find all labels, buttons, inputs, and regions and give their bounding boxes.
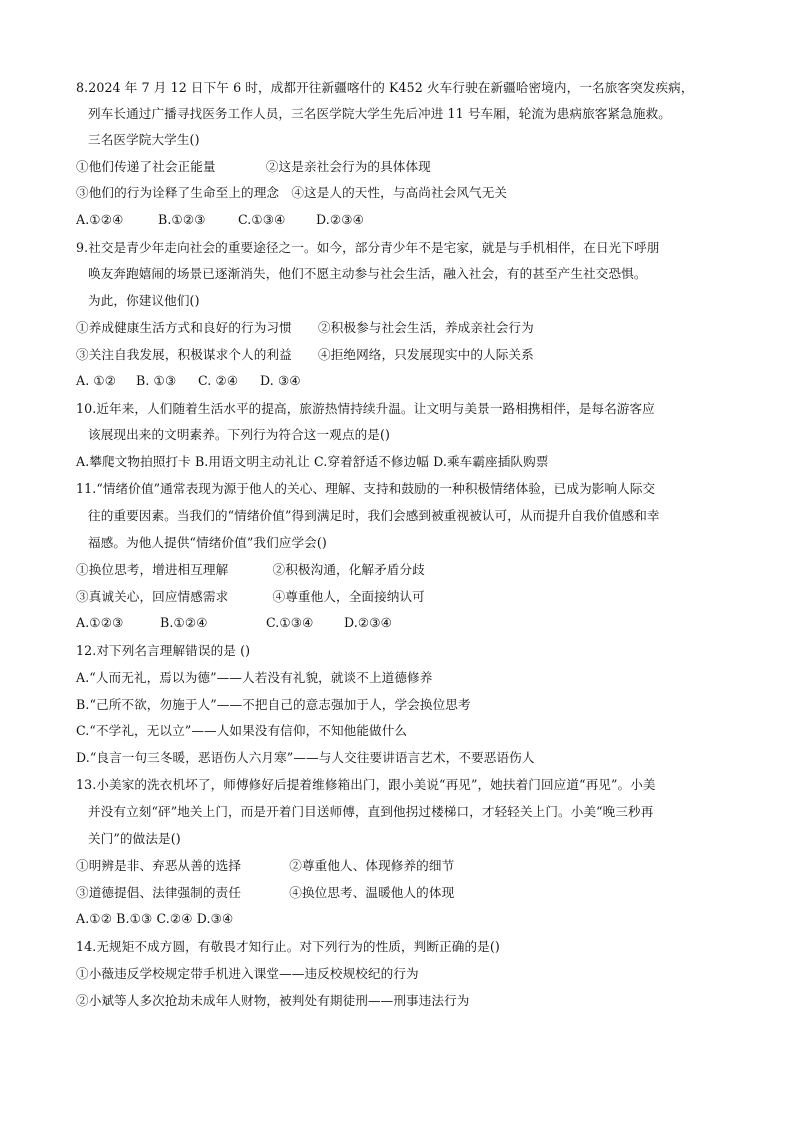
q8-item-3: ③他们的行为诠释了生命至上的理念 — [76, 185, 280, 200]
q11-stem-line-1: 11.“情绪价值”通常表现为源于他人的关心、理解、支持和鼓励的一种积极情绪体验，已成为影响人际交 — [76, 481, 656, 496]
q13-stem-line-1: 13.小美家的洗衣机坏了，师傅修好后提着维修箱出门，跟小美说“再见”，她扶着门回应道“再见”。小美 — [76, 777, 656, 792]
q12-choice-d[interactable]: D.“良言一句三冬暖，恶语伤人六月寒”——与人交往要讲语言艺术，不要恶语伤人 — [76, 750, 535, 765]
q8-option-b[interactable]: B.①②③ — [158, 212, 206, 227]
q14-stem: 14.无规矩不成方圆，有敬畏才知行止。对下列行为的性质，判断正确的是() — [76, 939, 500, 954]
q11-stem-line-3: 福感。为他人提供“情绪价值”我们应学会() — [88, 535, 327, 550]
q13-items-row-2 — [76, 885, 736, 901]
q14-choice-1: ①小薇违反学校规定带手机进入课堂——违反校规校纪的行为 — [76, 966, 419, 981]
q11-items-row-2 — [76, 589, 736, 605]
q12-stem: 12.对下列名言理解错误的是 () — [76, 643, 251, 658]
q13-item-3: ③道德提倡、法律强制的责任 — [76, 885, 242, 900]
q8-stem-line-1: 8.2024 年 7 月 12 日下午 6 时，成都开往新疆喀什的 K452 火车行驶在新疆哈密境内，一名旅客突发疾病， — [76, 80, 694, 95]
q9-option-a[interactable]: A. ①② — [76, 373, 117, 388]
q8-item-1: ①他们传递了社会正能量 — [76, 159, 216, 174]
q11-stem-line-2: 往的重要因素。当我们的“情绪价值”得到满足时，我们会感到被重视被认可，从而提升自我价值感和幸 — [88, 508, 660, 523]
q9-stem-line-3: 为此，你建议他们() — [88, 293, 200, 308]
q8-items-row-2 — [76, 185, 736, 201]
q13-item-1: ①明辨是非、弃恶从善的选择 — [76, 858, 242, 873]
q8-item-4: ④这是人的天性，与高尚社会风气无关 — [291, 185, 508, 200]
q13-item-2: ②尊重他人、体现修养的细节 — [289, 858, 455, 873]
q13-stem-line-2: 并没有立刻“砰”地关上门，而是开着门目送师傅，直到他拐过楼梯口，才轻轻关上门。小美“晚三秒再 — [88, 804, 654, 819]
q9-items-row-2 — [76, 347, 736, 363]
q11-options — [76, 615, 736, 631]
q9-option-d[interactable]: D. ③④ — [260, 373, 301, 388]
q8-option-c[interactable]: C.①③④ — [238, 212, 286, 227]
q9-item-1: ①养成健康生活方式和良好的行为习惯 — [76, 320, 292, 335]
q12-choice-c[interactable]: C.“不学礼，无以立”——人如果没有信仰，不知他能做什么 — [76, 723, 408, 738]
q9-stem-line-1: 9.社交是青少年走向社会的重要途径之一。如今，部分青少年不是宅家，就是与手机相伴，在日光下呼朋 — [76, 240, 660, 255]
q11-option-b[interactable]: B.①②④ — [160, 615, 208, 630]
q13-stem-line-3: 关门”的做法是() — [88, 831, 181, 846]
q8-stem-line-3: 三名医学院大学生() — [88, 132, 200, 147]
q11-option-d[interactable]: D.②③④ — [344, 615, 393, 630]
q8-items-row-1 — [76, 159, 736, 175]
q8-stem-line-2: 列车长通过广播寻找医务工作人员，三名医学院大学生先后冲进 11 号车厢，轮流为患病旅客紧急施救。 — [88, 106, 671, 121]
q9-stem-line-2: 唤友奔跑嬉闹的场景已逐渐消失，他们不愿主动参与社会生活，融入社会，有的甚至产生社交恐惧。 — [88, 266, 647, 281]
q9-option-b[interactable]: B. ①③ — [136, 373, 177, 388]
q9-item-2: ②积极参与社会生活，养成亲社会行为 — [318, 320, 534, 335]
q8-option-a[interactable]: A.①②④ — [76, 212, 124, 227]
q10-options[interactable]: A.攀爬文物拍照打卡 B.用语文明主动礼让 C.穿着舒适不修边幅 D.乘车霸座插队购票 — [76, 454, 549, 469]
q10-stem-line-2: 该展现出来的文明素养。下列行为符合这一观点的是() — [88, 427, 390, 442]
q11-option-a[interactable]: A.①②③ — [76, 615, 124, 630]
q11-item-1: ①换位思考，增进相互理解 — [76, 562, 229, 577]
q13-item-4: ④换位思考、温暖他人的体现 — [289, 885, 455, 900]
q13-items-row-1 — [76, 858, 736, 874]
q14-choice-2: ②小斌等人多次抢劫未成年人财物，被判处有期徒刑——刑事违法行为 — [76, 993, 470, 1008]
q11-item-2: ②积极沟通，化解矛盾分歧 — [272, 562, 425, 577]
q9-option-c[interactable]: C. ②④ — [198, 373, 239, 388]
q8-options — [76, 212, 736, 228]
q11-option-c[interactable]: C.①③④ — [266, 615, 314, 630]
q8-option-d[interactable]: D.②③④ — [316, 212, 365, 227]
q9-options — [76, 373, 736, 389]
q11-items-row-1 — [76, 562, 736, 578]
q9-items-row-1 — [76, 320, 736, 336]
q8-item-2: ②这是亲社会行为的具体体现 — [265, 159, 431, 174]
q11-item-4: ④尊重他人，全面接纳认可 — [272, 589, 425, 604]
q10-stem-line-1: 10.近年来，人们随着生活水平的提高，旅游热情持续升温。让文明与美景一路相携相伴，是每名游客应 — [76, 401, 655, 416]
q11-item-3: ③真诚关心，回应情感需求 — [76, 589, 229, 604]
q12-choice-a[interactable]: A.“人而无礼，焉以为德”——人若没有礼貌，就谈不上道德修养 — [76, 670, 433, 685]
q13-options[interactable]: A.①② B.①③ C.②④ D.③④ — [76, 911, 234, 926]
q12-choice-b[interactable]: B.“己所不欲，勿施于人”——不把自己的意志强加于人，学会换位思考 — [76, 697, 471, 712]
q9-item-3: ③关注自我发展，积极谋求个人的利益 — [76, 347, 292, 362]
q9-item-4: ④拒绝网络，只发展现实中的人际关系 — [318, 347, 534, 362]
